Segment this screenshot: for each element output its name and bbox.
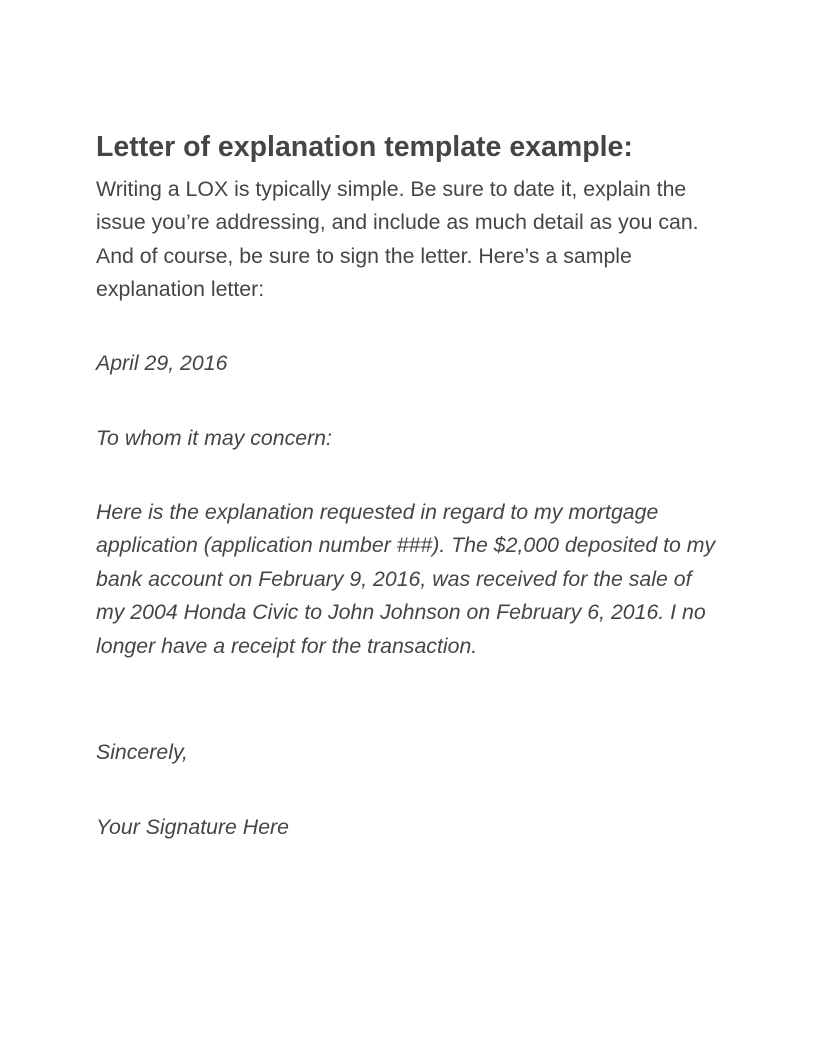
letter-date: April 29, 2016: [96, 351, 228, 375]
intro-section: [96, 173, 720, 307]
document-page: [96, 126, 720, 839]
document-title: Letter of explanation template example:: [96, 131, 633, 163]
letter-signature: Your Signature Here: [96, 815, 289, 839]
letter-salutation: To whom it may concern:: [96, 426, 332, 450]
letter-body: Here is the explanation requested in regard to my mortgage application (application number ###). The $2,000 deposited to my bank account on February 9, 2016, was received for the sale of my 2004 Honda Civic to John Johnson on February 6, 2016. I no longer have a receipt for the transaction.: [96, 500, 716, 658]
letter-closing: Sincerely,: [96, 740, 188, 764]
intro-paragraph: Writing a LOX is typically simple. Be sure to date it, explain the issue you’re addressing, and include as much detail as you can. And of course, be sure to sign the letter. Here’s a sample explanation letter:: [96, 177, 699, 302]
